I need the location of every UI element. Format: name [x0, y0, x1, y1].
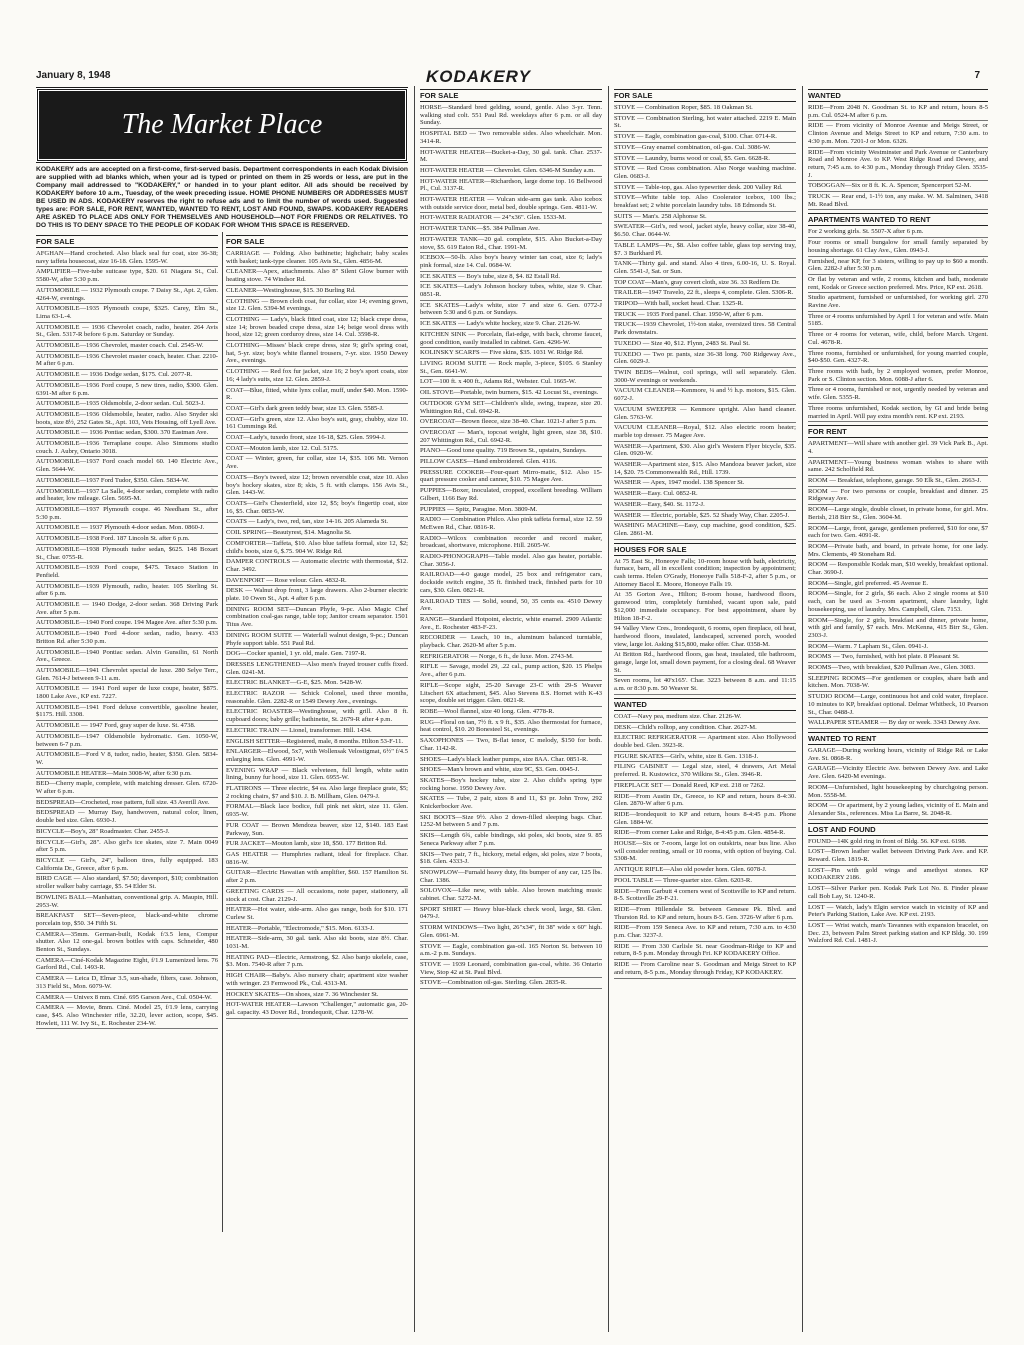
classified-ad: REFRIGERATOR — Norge, 6 ft., de luxe. Mon. 2743-M. [420, 653, 602, 663]
classified-ad: TRUCK — 1935 Ford panel. Char. 1950-W, after 6 p.m. [614, 311, 796, 321]
classified-ad: AUTOMOBILE — 1936 Chevrolet coach, radio, heater. 264 Avis St., Glen. 5317-R before 6 p.m. Saturday or Sunday. [36, 324, 218, 341]
classified-ad: AUTOMOBILE—1939 Ford coupe, $475. Texaco Station in Penfield. [36, 564, 218, 581]
classified-ad: AUTOMOBILE—1941 Ford deluxe convertible, gasoline heater, $1175. Hill. 3308. [36, 704, 218, 721]
classified-ad: FUR JACKET—Mouton lamb, size 18, $50. 177 Britton Rd. [226, 840, 408, 850]
masthead: KODAKERY [426, 67, 531, 86]
market-place-banner: The Market Place [36, 88, 408, 162]
apartments-heading: APARTMENTS WANTED TO RENT [808, 213, 988, 226]
classified-ad: OVERCOAT — Man's, topcoat weight, light green, size 38, $10. 207 Whittington Rd., Cul. 6942-R. [420, 429, 602, 446]
classified-ad: GAS HEATER — Humphries radiant, ideal for fireplace. Char. 0816-W. [226, 851, 408, 868]
classified-ad: VACUUM CLEANER—Royal, $12. Also electric room heater; marble top dresser. 75 Magee Ave. [614, 424, 796, 441]
for-rent-heading: FOR RENT [808, 425, 988, 438]
classified-ad: SNOWPLOW—Furnald heavy duty, fits bumper of any car, 125 lbs. Char. 1386. [420, 869, 602, 886]
classified-ad: HOSPITAL BED — Two removable sides. Also wheelchair. Mon. 3414-R. [420, 130, 602, 147]
classified-ad: BICYCLE — Girl's, 24", balloon tires, fully equipped. 183 California Dr., Greece, after 6 p.m. [36, 857, 218, 874]
classified-ad: DINING ROOM SET—Duncan Phyfe, 9-pc. Also Magic Chef combination coal-gas range, table top; Janitor cream separator. 1501 Titus Ave. [226, 606, 408, 631]
classified-ad: AFGHAN—Hand crocheted. Also black seal fur coat, size 36-38; navy taffeta housecoat, size 16-18. Glen. 1595-W. [36, 250, 218, 267]
classified-ad: TOBOGGAN—Six or 8 ft. K. A. Spencer, Spencerport 52-M. [808, 182, 988, 192]
classified-ad: AUTOMOBILE—1937 Plymouth coupe. 46 Needham St., after 5:30 p.m. [36, 506, 218, 523]
classified-ad: AUTOMOBILE—1947 Oldsmobile hydromatic. Gen. 1050-W, between 6-7 p.m. [36, 733, 218, 750]
column-3 [420, 86, 602, 1332]
classified-ad: STOVE—Combination oil-gas. Sterling. Glen. 2835-R. [420, 979, 602, 989]
classified-ad: AUTOMOBILE — 1937 Plymouth 4-door sedan. Mon. 0860-J. [36, 524, 218, 534]
houses-list [614, 558, 796, 695]
classified-ad: APARTMENT—Young business woman wishes to share with same. 242 Scholfield Rd. [808, 459, 988, 476]
houses-heading: HOUSES FOR SALE [614, 543, 796, 556]
classified-ad: GARAGE—Vicinity Electric Ave. between Dewey Ave. and Lake Ave. Glen. 6420-M evenings. [808, 765, 988, 782]
column-5 [808, 86, 988, 1332]
classified-ad: STOVE — Laundry, burns wood or coal, $5. Gen. 6628-R. [614, 155, 796, 165]
ads-list [36, 250, 218, 1029]
classified-ad: SAXOPHONES — Two, B-flat tenor, C melody, $150 for both. Char. 1142-R. [420, 737, 602, 754]
classified-ad: AUTOMOBILE—1937 Ford coach model 60. 140 Electric Ave., Glen. 5644-W. [36, 458, 218, 475]
classified-ad: AUTOMOBILE—1938 Plymouth tudor sedan, $625. 148 Boxart St., Char. 0755-R. [36, 546, 218, 563]
classified-ad: CAMERA — Univex 8 mm. Ciné. 695 Garson Ave., Cul. 0504-W. [36, 994, 218, 1004]
classified-ad: FOUND—14K gold ring in front of Bldg. 56. KP ext. 6198. [808, 838, 988, 848]
classified-ad: HOT-WATER HEATER—Bucket-a-Day, 30 gal. tank. Char. 2537-M. [420, 149, 602, 166]
classified-ad: RIDE—From 159 Seneca Ave. to KP and return, 7:30 a.m. to 4:30 p.m. Char. 3237-J. [614, 924, 796, 941]
classified-ad: TRIPOD—With ball, socket head. Char. 1325-R. [614, 300, 796, 310]
column-4 [614, 86, 796, 1332]
classified-ad: AUTOMOBILE—1935 Plymouth coupe, $325. Carey, Elm St., Lima 63-L-4. [36, 305, 218, 322]
classified-ad: SKATES — Tube, 2 pair, sizes 8 and 11, $3 pr. John Trow, 292 Knickerbocker Ave. [420, 795, 602, 812]
classified-ad: BICYCLE—Girl's, 28". Also girl's ice skates, size 7. Main 0049 after 5 p.m. [36, 839, 218, 856]
wanted-list [614, 713, 796, 979]
classified-ad: CLOTHING — Lady's, black fitted coat, size 12; black crepe dress, size 14; brown beaded crepe dress, size 14; beige wool dress with hood, size 12; green corduroy dress, size 14. Cul. 3598-R. [226, 316, 408, 341]
classified-ad: COMFORTER—Taffeta, $10. Also blue taffeta formal, size 12, $2; child's boots, size 6, $.75. 904 W. Ridge Rd. [226, 540, 408, 557]
classified-ad: RADIO — Combination Philco. Also pink taffeta formal, size 12. 59 McEwen Rd., Char. 0816-R. [420, 516, 602, 533]
classified-ad: RADIO-PHONOGRAPH—Table model. Also gas heater, portable. Char. 3056-J. [420, 553, 602, 570]
classified-ad: AUTOMOBILE—1935 Oldsmobile, 2-door sedan. Cul. 5023-J. [36, 400, 218, 410]
classified-ad: PILLOW CASES—Hand embroidered. Glen. 4116. [420, 458, 602, 468]
classified-ad: STOVE — Combination Sterling, hot water attached. 2219 E. Main St. [614, 115, 796, 132]
classified-ad: At Britton Rd., hardwood floors, gas heat, insulated, tile bathroom, garage, large lot, small down payment, for a closing deal. 68 Weaver St. [614, 651, 796, 676]
classified-ad: ROOM—Single, girl preferred. 45 Avenue E. [808, 580, 988, 590]
classified-ad: AUTOMOBILE—1939 Plymouth, radio, heater. 105 Sterling St. after 6 p.m. [36, 583, 218, 600]
newspaper-page [36, 62, 992, 1332]
classified-ad: AUTOMOBILE—Ford V 8, tudor, radio, heater, $350. Glen. 5834-W. [36, 751, 218, 768]
classified-ad: COAT—Navy pea, medium size. Char. 2126-W. [614, 713, 796, 723]
classified-ad: ROOM — Responsible Kodak man, $10 weekly, breakfast optional. Char. 3690-J. [808, 561, 988, 578]
classified-ad: CAMERA — Movie, 8mm. Ciné. Model 25, f/1.9 lens, carrying case, $45. Also Winchester rifle, 32.20, lever action, scope, $45. Howlett, 111 W. Ivy St., E. Rochester 234-W. [36, 1004, 218, 1029]
for-rent-list [808, 440, 988, 729]
classified-ad: WASHER—Easy. Cul. 0852-R. [614, 490, 796, 500]
classified-ad: SUITS — Man's. 258 Alphonse St. [614, 213, 796, 223]
classified-ad: GARAGE—During working hours, vicinity of Ridge Rd. or Lake Ave. St. 0868-R. [808, 747, 988, 764]
classified-ad: AUTOMOBILE—1940 Pontiac sedan. Alvin Gunsilin, 61 North Ave., Greece. [36, 649, 218, 666]
classified-ad: FLATIRONS — Three electric, $4 ea. Also large fireplace grate, $5; 2 rocking chairs, $7 and $10. J. B. Millham, Glen. 0479-J. [226, 785, 408, 802]
classified-ad: RAILROAD TIES — Solid, sound, 50, 35 cents ea. 4510 Dewey Ave. [420, 598, 602, 615]
classified-ad: AUTOMOBILE—1936 Terraplane coupe. Also Simmons studio couch. J. Aubry, Ontario 3018. [36, 440, 218, 457]
classified-ad: Three or 4 rooms, furnished or not, urgently needed by veteran and wife. Glen. 5355-R. [808, 386, 988, 403]
classified-ad: RIDE—From vicinity Westminster and Park Avenue or Canterbury Road and Monroe Ave. to KP. West Ridge Road and Dewey, and return, 7:45 a.m. to 4:30 p.m., Monday through Friday Glen. 3535-J. [808, 149, 988, 182]
classified-ad: ROOM—Large, front, garage, gentlemen preferred, $10 for one, $7 each for two. Gen. 4091-R. [808, 525, 988, 542]
classified-ad: Three or 4 rooms unfurnished by April 1 for veteran and wife. Main 5185. [808, 313, 988, 330]
classified-ad: SKATES—Boy's hockey tube, size 2. Also child's spring type rocking horse. 1950 Dewey Ave. [420, 777, 602, 794]
classified-ad: HOCKEY SKATES—On shoes, size 7. 36 Winchester St. [226, 991, 408, 1001]
classified-ad: HEATING PAD—Electric, Armstrong, $2. Also banjo ukelele, case, $3. Mon. 7540-R after 7 p.m. [226, 954, 408, 971]
wanted-to-rent-heading: WANTED TO RENT [808, 732, 988, 745]
classified-ad: HIGH CHAIR—Baby's. Also nursery chair; apartment size washer with wringer. 23 Fernwood Pk., Cul. 4313-M. [226, 972, 408, 989]
classified-ad: ROOMS — Two, furnished, with hot plate. 8 Pleasant St. [808, 653, 988, 663]
classified-ad: COAT—Blue, fitted, white lynx collar, muff, under $40. Mon. 1590-R. [226, 387, 408, 404]
classified-ad: ENGLISH SETTER—Registered, male, 8 months. Hilton 53-F-11. [226, 738, 408, 748]
classified-ad: RADIO—Wilcox combination recorder and record maker, broadcast, shortwave, microphone. Hill. 2605-W. [420, 535, 602, 552]
classified-ad: STOVE — Table-top, gas. Also typewriter desk. 200 Valley Rd. [614, 184, 796, 194]
lost-found-list [808, 838, 988, 947]
classified-ad: RIDE — From vicinity of Monroe Avenue and Meigs Street, or Clinton Avenue and Meigs Street to KP and return, 7:30 a.m. to 4:30 p.m. Mon. 7201-J or Mon. 6326. [808, 122, 988, 147]
classified-ad: HOT-WATER TANK—$5. 384 Pullman Ave. [420, 225, 602, 235]
classified-ad: RIDE—From corner Lake and Ridge, 8-4:45 p.m. Glen. 4854-R. [614, 829, 796, 839]
classified-ad: BIRD CAGE — Also standard, $7.50; davenport, $10; combination stroller walker baby carriage, $5. 54 Elder St. [36, 875, 218, 892]
classified-ad: WASHING MACHINE—Easy, cup machine, good condition, $25. Glen. 2861-M. [614, 522, 796, 539]
section-heading: FOR SALE [36, 235, 218, 248]
classified-ad: BOWLING BALL—Manhattan, conventional grip. A. Maupin, Hill. 2953-W. [36, 894, 218, 911]
classified-ad: OIL STOVE—Portable, twin burners, $15. 42 Locust St., evenings. [420, 389, 602, 399]
classified-ad: COATS—Boy's tweed, size 12; brown reversible coat, size 10. Also boy's hockey skates, size 8; skis, 5 ft. with clamps. 156 Avis St., Glen. 1443-W. [226, 474, 408, 499]
classified-ad: CARRIAGE — Folding. Also bathinette; highchair; baby scales with basket; tank-type cleaner. 105 Avis St., Glen. 4856-M. [226, 250, 408, 267]
wanted-heading: WANTED [614, 698, 796, 711]
classified-ad: CLEANER—Apex, attachments. Also 8" Silent Glow burner with heating stove. 74 Windsor Rd. [226, 268, 408, 285]
classified-ad: DESK — Walnut drop front, 3 large drawers. Also 2-burner electric plate. 10 Owen St., Apt. 4 after 6 p.m. [226, 587, 408, 604]
classified-ad: CLOTHING—Misses' black crepe dress, size 9; girl's spring coat, hat, 5-yr. size; boy's white flannel trousers, 7-yr. size. 1950 Dewey Ave., evenings. [226, 342, 408, 367]
classified-ad: ROOM—Unfurnished, light housekeeping by churchgoing person. Mon. 5558-M. [808, 784, 988, 801]
classified-ad: RIDE—From 2048 N. Goodman St. to KP and return, hours 8-5 p.m. Cul. 0524-M after 6 p.m. [808, 104, 988, 121]
classified-ad: RANGE—Standard Hotpoint, electric, white enamel. 2909 Atlantic Ave., E. Rochester 483-F-23. [420, 616, 602, 633]
classified-ad: COATS—Girl's Chesterfield, size 12, $5; boy's fingertip coat, size 16, $5. Char. 0853-W. [226, 500, 408, 517]
classified-ad: ROOM—Large single, double closet, in private home, for girl. Mrs. Berish, 218 Birr St., Glen. 3604-M. [808, 506, 988, 523]
classified-ad: SKIS—Two pair, 7 ft., hickory, metal edges, ski poles, size 7 boots, $18. Glen. 4333-J. [420, 851, 602, 868]
ads-list [614, 104, 796, 540]
wanted-list [808, 104, 988, 210]
classified-ad: At 75 East St., Honeoye Falls; 10-room house with bath, electricity, furnace, barn, all in excellent condition; inspection by appointment; cash terms. Helen O'Grady, Honeoye Falls 518-F-2, after 5 p.m., or Attorney Bacol E. Moore, Honeoye Falls 19. [614, 558, 796, 591]
classified-ad: ENLARGER—Elwood, 5x7, with Wollensak Velostigmat, 6½" f/4.5 enlarging lens. Glen. 4991-W. [226, 748, 408, 765]
classified-ad: HOUSE—Six or 7-room, large lot on outskirts, near bus line. Also will consider renting, small or 10 rooms, with option of buying. Cul. 5308-M. [614, 840, 796, 865]
classified-ad: ELECTRIC RAZOR — Schick Colonel, used three months, reasonable. Glen. 2282-R or 1549 Dewey Ave., evenings. [226, 690, 408, 707]
classified-ad: DRESSES LENGTHENED—Also men's frayed trouser cuffs fixed. Glen. 0241-M. [226, 661, 408, 678]
classified-ad: SOLOVOX—Like new, with table. Also brown matching music cabinet. Char. 5272-M. [420, 887, 602, 904]
classified-ad: COATS — Lady's, two, red, tan, size 14-16. 205 Alameda St. [226, 518, 408, 528]
classified-ad: HEATER—Portable, "Electromode," $15. Mon. 6133-J. [226, 925, 408, 935]
classified-ad: CAMERA — Leica D, Elmar 3.5, sun-shade, filters, case. Johnson, 313 Field St., Mon. 6079-W. [36, 975, 218, 992]
classified-ad: FILING CABINET — Legal size, steel, 4 drawers, Art Metal preferred. R. Kustowicz, 370 Wilkins St., Glen. 3946-R. [614, 763, 796, 780]
apartments-list [808, 228, 988, 422]
classified-ad: BEDSPREAD — Murray Bay, handwoven, natural color, linen, double bed size. Glen. 6930-J. [36, 809, 218, 826]
classified-ad: SWEATER—Girl's, red wool, jacket style, heavy collar, size 38-40, $6.50. Char. 0644-W. [614, 223, 796, 240]
classified-ad: TABLE LAMPS—Pr., $8. Also coffee table, glass top serving tray, $7. 3 Burkhard Pl. [614, 242, 796, 259]
classified-ad: RECORDER — Leach, 10 in., aluminum balanced turntable, playback. Char. 2620-M after 5 p.m. [420, 634, 602, 651]
classified-ad: CLOTHING — Brown cloth coat, fur collar, size 14; evening gown, size 12. Glen. 5394-M evenings. [226, 298, 408, 315]
classified-ad: DINING ROOM SUITE — Waterfall walnut design, 9-pc.; Duncan Phyfe support table. 551 Paul Rd. [226, 632, 408, 649]
column-1 [36, 232, 218, 1232]
ads-list [420, 104, 602, 989]
classified-ad: LIVING ROOM SUITE — Rock maple, 3-piece, $105. 6 Stanley St., Gen. 6641-W. [420, 360, 602, 377]
classified-ad: RIDE — From 330 Carlisle St. near Goodman-Ridge to KP and return, 8-5 p.m. Monday through Fri. KP KODAKERY Office. [614, 943, 796, 960]
classified-ad: STORM WINDOWS—Two light, 26"x34", fit 38" wide x 60" high. Glen. 6961-M. [420, 924, 602, 941]
classified-ad: ICEBOX—50-lb. Also boy's heavy winter tan coat, size 6; lady's pink formal, size 14. Cul. 0684-W. [420, 254, 602, 271]
classified-ad: RIDE — From Caroline near S. Goodman and Meigs Street to KP and return, 8-5 p.m., Monday through Friday, KP KODAKERY. [614, 961, 796, 978]
classified-ad: Three rooms unfurnished, Kodak section, by GI and bride being married in April. Will pay extra month's rent. KP ext. 2193. [808, 405, 988, 422]
classified-ad: HOT-WATER HEATER—Lawson "Challenger," automatic gas, 20-gal. capacity. 43 Dover Rd., Irondequoit, Char. 1278-W. [226, 1001, 408, 1018]
classified-ad: STOVE — Combination Roper, $85. 18 Oakman St. [614, 104, 796, 114]
classified-ad: COAT — Winter, green, fur collar, size 14, $35. 106 Mt. Vernon Ave. [226, 455, 408, 472]
classified-ad: KITCHEN SINK — Porcelain, flat-edge, with back, chrome faucet, good condition, easily installed in cabinet. Gen. 4296-W. [420, 331, 602, 348]
classified-ad: TANK—Thirty gal. and stand. Also 4 tires, 6.00-16, U. S. Royal. Glen. 5541-J, Sat. or Sun. [614, 260, 796, 277]
classified-ad: BREAKFAST SET—Seven-piece, black-and-white chrome porcelain top, $50. 34 Fifth St. [36, 912, 218, 929]
classified-ad: STOVE — Eagle, combination gas-coal, $100. Char. 0714-R. [614, 133, 796, 143]
classified-ad: FIREPLACE SET — Donald Reed, KP ext. 218 or 7262. [614, 782, 796, 792]
classified-ad: HEATER—Hot water, side-arm. Also gas range, both for $10. 171 Curlew St. [226, 906, 408, 923]
classified-ad: TRUCK — Rear end, 1-1½ ton, any make. W. M. Salminen, 3418 Mt. Read Blvd. [808, 193, 988, 210]
classified-ad: DESK—Child's rolltop, any condition. Char. 2627-M. [614, 724, 796, 734]
classified-ad: AUTOMOBILE — 1932 Plymouth coupe. 7 Daisy St., Apt. 2, Glen. 4264-W, evenings. [36, 287, 218, 304]
classified-ad: AUTOMOBILE—1936 Oldsmobile, heater, radio. Also Snyder ski boots, size 8½, 252 Gates St., Apt. 103, Vets Housing, off Lyell Ave. [36, 411, 218, 428]
classified-ad: COIL SPRING—Beautyrest, $14. Magnolia St. [226, 529, 408, 539]
classified-ad: FORMAL—Black lace bodice, full pink net skirt, size 11. Glen. 6935-W. [226, 803, 408, 820]
classified-ad: Seven rooms, lot 40'x165'. Char. 3223 between 8 a.m. and 11:15 a.m. or 8:30 p.m. 50 Weaver St. [614, 677, 796, 694]
classified-ad: Four rooms or small bungalow for small family separated by housing shortage. 61 Clay Ave., Glen. 0943-J. [808, 239, 988, 256]
classified-ad: AUTOMOBILE—1941 Chevrolet special de luxe. 280 Selye Terr., Glen. 7614-J between 9-11 a.m. [36, 667, 218, 684]
classified-ad: WALLPAPER STEAMER — By day or week. 3343 Dewey Ave. [808, 719, 988, 729]
classified-ad: TRAILER—1947 Travelo, 22 ft., sleeps 4, complete. Glen. 5306-R. [614, 289, 796, 299]
classified-ad: ICE SKATES — Lady's white hockey, size 9. Char. 2126-W. [420, 320, 602, 330]
classified-ad: FIGURE SKATES—Girl's, white, size 8. Gen. 1318-J. [614, 753, 796, 763]
classified-ad: BICYCLE—Boy's, 28" Roadmaster. Char. 2455-J. [36, 828, 218, 838]
classified-ad: ROOM — For two persons or couple, breakfast and dinner. 25 Ridgeway Ave. [808, 488, 988, 505]
classified-ad: AUTOMOBILE—1937 La Salle, 4-door sedan, complete with radio and heater, low mileage. Glen. 5695-M. [36, 488, 218, 505]
classified-ad: AUTOMOBILE—1936 Chevrolet master coach, heater. Char. 2210-M after 6 p.m. [36, 353, 218, 370]
page-number: 7 [974, 70, 980, 81]
classified-ad: SLEEPING ROOMS—For gentlemen or couples, share bath and kitchen. Mon. 7038-W. [808, 675, 988, 692]
classified-ad: TUXEDO — Size 40, $12. Flynn, 2483 St. Paul St. [614, 340, 796, 350]
classified-ad: AUTOMOBILE—1940 Ford 4-door sedan, radio, heavy. 433 Britton Rd. after 5:30 p.m. [36, 630, 218, 647]
classified-ad: Three rooms, furnished or unfurnished, for young married couple, $40-$50. Gen. 4327-R. [808, 350, 988, 367]
wanted-to-rent-list [808, 747, 988, 820]
classified-ad: Three or 4 rooms for veteran, wife, child, before March. Urgent. Cul. 4678-R. [808, 331, 988, 348]
classified-ad: ELECTRIC BLANKET—G-E, $25. Mon. 5428-W. [226, 679, 408, 689]
classified-ad: ROOM—Single, for 2 girls, breakfast and dinner, private home, with girl and family, $7 each. Mrs. McKenna, 415 Birr St., Glen. 2303-J. [808, 617, 988, 642]
classified-ad: RIDE—Irondequoit to KP and return, hours 8-4:45 p.m. Phone Glen. 1884-W. [614, 811, 796, 828]
classified-ad: TOP COAT—Man's, gray covert cloth, size 36. 33 Redfern Dr. [614, 279, 796, 289]
classified-ad: ROOM—Single, for 2 girls, $6 each. Also 2 single rooms at $10 each, can be used as 3-room apartment, share laundry, light housekeeping, use of laundry. Mrs. Campbell, Glen. 7153. [808, 590, 988, 615]
classified-ad: ROOMS—Two, with breakfast, $20 Pullman Ave., Glen. 3083. [808, 664, 988, 674]
classified-ad: ELECTRIC ROASTER—Westinghouse, with grill. Also 8 ft. cupboard doors; baby grille; bathinette, St. 2679-R after 4 p.m. [226, 708, 408, 725]
classified-ad: HOT-WATER HEATER — Vulcan side-arm gas tank. Also icebox with outside service door, metal bed, double springs. Gen. 4811-W. [420, 196, 602, 213]
wanted-heading: WANTED [808, 89, 988, 102]
classified-ad: AUTOMOBILE — 1936 Dodge sedan, $175. Cul. 2077-R. [36, 371, 218, 381]
classified-ad: HOT-WATER TANK—20 gal. complete, $15. Also Bucket-a-Day stove, $5. 619 Eaton Rd., Char. 1991-M. [420, 236, 602, 253]
classified-ad: OUTDOOR GYM SET—Children's slide, swing, trapeze, size 20. Whittington Rd., Cul. 6942-R. [420, 400, 602, 417]
section-heading: FOR SALE [420, 89, 602, 102]
classified-ad: ROOM — Or apartment, by 2 young ladies, vicinity of E. Main and Alexander Sts., references. Miss La Barre, St. 2048-R. [808, 802, 988, 819]
classified-ad: GUITAR—Electric Hawaiian with amplifier, $60. 157 Hamilton St. after 2 p.m. [226, 869, 408, 886]
classified-ad: TRUCK—1939 Chevrolet, 1½-ton stake, oversized tires. 58 Central Park downstairs. [614, 321, 796, 338]
classified-ad: DAMPER CONTROLS — Automatic electric with thermostat, $12. Char. 3492. [226, 558, 408, 575]
classified-ad: ROOM—Warm. 7 Lapham St., Glen. 0941-J. [808, 643, 988, 653]
classified-ad: TWIN BEDS—Walnut, coil springs, will sell separately. Glen. 3000-W evenings or weekends. [614, 369, 796, 386]
classified-ad: SHOES—Man's brown and white, size 9C, $3. Gen. 0045-J. [420, 766, 602, 776]
ads-list [226, 250, 408, 1019]
classified-ad: EVENING WRAP — Black velveteen, full length, white satin lining, bunny fur hood, size 11. Glen. 6955-W. [226, 767, 408, 784]
classified-ad: PIANO—Good tone quality. 719 Brown St., upstairs, Sundays. [420, 447, 602, 457]
classified-ad: ROBE—Wool flannel, size 40 long. Glen. 4778-R. [420, 708, 602, 718]
classified-ad: Studio apartment, furnished or unfurnished, for working girl. 270 Ravine Ave. [808, 294, 988, 311]
classified-ad: LOST—Brown leather wallet between Driving Park Ave. and KP. Reward. Glen. 1819-R. [808, 848, 988, 865]
classified-ad: AUTOMOBILE—1940 Ford coupe. 194 Magee Ave. after 5:30 p.m. [36, 619, 218, 629]
classified-ad: RIDE—From Garbutt 4 corners west of Scottsville to KP and return. 8-5. Scottsville 29-F-21. [614, 888, 796, 905]
classified-ad: WASHER—Apartment size, $15. Also Mandoza beaver jacket, size 14, $20. 75 Commonwealth Rd., Hill. 1739. [614, 461, 796, 478]
classified-ad: RIFLE—Scope sight, 25-20 Savage 23-C with 29-S Weaver Litschert 6X attachment, $45. Also Stevens 8.S. Hornet with K-43 scope, double set trigger. Glen. 0821-R. [420, 682, 602, 707]
classified-ad: WASHER—Apartment, $30. Also girl's Western Flyer bicycle, $35. Glen. 0920-W. [614, 443, 796, 460]
classified-ad: COAT—Lady's, tuxedo front, size 16-18, $25. Glen. 5994-J. [226, 434, 408, 444]
classified-ad: AUTOMOBILE — 1936 Pontiac sedan, $300. 370 Eastman Ave. [36, 429, 218, 439]
classified-ad: AUTOMOBILE—1937 Ford Tudor, $350. Glen. 5834-W. [36, 477, 218, 487]
classified-ad: HOT-WATER RADIATOR — 24"x36". Glen. 1533-M. [420, 214, 602, 224]
classified-ad: CAMERA—35mm. German-built, Kodak f/3.5 lens, Compur shutter. Also 12 one-gal. brown bottles with caps. Schneider, 480 Benton St., Sundays. [36, 931, 218, 956]
classified-ad: AUTOMOBILE—1938 Ford. 187 Lincoln St. after 6 p.m. [36, 535, 218, 545]
classified-ad: AUTOMOBILE HEATER—Main 3008-W, after 6:30 p.m. [36, 770, 218, 780]
classified-ad: COAT—Mouton lamb, size 12. Cul. 5175. [226, 445, 408, 455]
classified-ad: BEDSPREAD—Crocheted, rose pattern, full size. 43 Averill Ave. [36, 799, 218, 809]
classified-ad: 94 Valley View Cres., Irondequoit, 6 rooms, open fireplace, oil heat, hardwood floors, insulated, landscaped, screened porch, wooded view, large lot. Asking $15,800, make offer. Char. 0358-M. [614, 625, 796, 650]
classified-ad: PRESSURE COOKER—Four-quart Mirro-matic, $12. Also 15-quart pressure cooker and canner, $10. 75 Magee Ave. [420, 469, 602, 486]
classified-ad: AUTOMOBILE — 1941 Ford super de luxe coupe, heater, $875. 1800 Lake Ave., KP ext. 7227. [36, 685, 218, 702]
classified-ad: AMPLIFIER—Five-tube suitcase type, $20. 61 Niagara St., Cul. 5580-W, after 5:30 p.m. [36, 268, 218, 285]
classified-ad: OVERCOAT—Brown fleece, size 38-40. Char. 1021-J after 5 p.m. [420, 418, 602, 428]
classified-ad: POOL TABLE — Three-quarter size. Glen. 6203-R. [614, 877, 796, 887]
classified-ad: STOVE — Eagle, combination gas-oil. 165 Norton St. between 10 a.m.-2 p.m. Sundays. [420, 943, 602, 960]
classified-ad: CLEANER—Westinghouse, $15. 30 Burling Rd. [226, 287, 408, 297]
classified-ad: RUG—Floral on tan, 7½ ft. x 9 ft., $35. Also thermostat for furnace, heat control, $10. 20 Bonesteel St., evenings. [420, 719, 602, 736]
left-block [36, 86, 408, 1332]
classified-ad: LOST—Silver Parker pen. Kodak Park Lot No. 8. Finder please call Bob Lay, St. 1240-R. [808, 885, 988, 902]
classified-ad: Furnished, near KP, for 3 sisters, willing to pay up to $60 a month. Glen. 2282-J after 5:30 p.m. [808, 258, 988, 275]
classified-ad: ELECTRIC TRAIN — Lionel, transformer. Hill. 1434. [226, 727, 408, 737]
classified-ad: FUR COAT — Brown Mendoza beaver, size 12, $140. 183 East Parkway, Sun. [226, 822, 408, 839]
classified-ad: ICE SKATES—Lady's Johnson hockey tubes, white, size 9. Char. 0851-R. [420, 283, 602, 300]
classified-ad: LOST — Watch, lady's Elgin service watch in vicinity of KP and Peter's Parking Station, Lake Ave. KP ext. 2193. [808, 904, 988, 921]
classified-ad: KOLINSKY SCARFS — Five skins, $35. 1031 W. Ridge Rd. [420, 349, 602, 359]
classified-ad: DAVENPORT — Rose velour. Glen. 4832-R. [226, 577, 408, 587]
classified-ad: PUPPIES—Boxer, inoculated, cropped, excellent breeding. William Gilbert, 1166 Bay Rd. [420, 487, 602, 504]
classified-ad: LOST—Pin with gold wings and amethyst stones. KP KODAKERY 2186. [808, 867, 988, 884]
classified-ad: ELECTRIC REFRIGERATOR — Apartment size. Also Hollywood double bed. Glen. 3923-R. [614, 734, 796, 751]
intro-paragraph: KODAKERY ads are accepted on a first-come, first-served basis. Department correspondents in each Kodak Division are supplied with ad blanks which, when your ad is typed or printed on them in 25 words or less, are put in the Company mail addressed to "KODAKERY," or handed in to your plant editor. All ads should be received by KODAKERY before 10 a.m., Tuesday, of the week preceding issue. HOME PHONE NUMBERS OR ADDRESSES MUST BE USED IN ADS. KODAKERY reserves the right to refuse ads and to limit the number of words used. Suggested types are: FOR SALE, FOR RENT, WANTED, WANTED TO RENT, LOST AND FOUND, SWAPS. KODAKERY READERS ARE ASKED TO PLACE ADS ONLY FOR THEMSELVES AND HOUSEHOLD—NOT FOR FRIENDS OR RELATIVES. TO DO THIS IS TO DENY SPACE TO THE PEOPLE OF KODAK FOR WHOM THIS SPACE IS RESERVED. [36, 166, 408, 229]
classified-ad: AUTOMOBILE—1936 Chevrolet, master coach. Cul. 2545-W. [36, 342, 218, 352]
classified-ad: SKIS—Length 6¾, cable bindings, ski poles, ski boots, size 9. 85 Seneca Parkway after 7 p.m. [420, 832, 602, 849]
column-2 [226, 232, 408, 1232]
classified-ad: ANTIQUE RIFLE—Also old powder horn. Glen. 6078-J. [614, 866, 796, 876]
classified-ad: SPORT SHIRT — Heavy blue-black check wool, large, $8. Glen. 0479-J. [420, 906, 602, 923]
classified-ad: ROOM — Breakfast, telephone, garage. 50 Elk St., Glen. 2663-J. [808, 477, 988, 487]
classified-ad: COAT—Girl's dark green teddy bear, size 13. Glen. 5585-J. [226, 405, 408, 415]
section-heading: FOR SALE [614, 89, 796, 102]
classified-ad: AUTOMOBILE — 1940 Dodge, 2-door sedan. 368 Driving Park Ave. after 5 p.m. [36, 601, 218, 618]
classified-ad: RIDE—From Austin Dr., Greece, to KP and return, hours 8-4:30. Glen. 2870-W after 6 p.m. [614, 793, 796, 810]
classified-ad: STOVE—White table top. Also Coolerator icebox, 100 lbs.; breakfast set; 2 white porcelain laundry tubs. 18 Edmonds St. [614, 194, 796, 211]
classified-ad: HORSE—Standard bred gelding, sound, gentle. Also 3-yr. Tenn. walking stud colt. 551 Paul Rd. weekdays after 6 p.m. or all day Sunday. [420, 104, 602, 129]
classified-ad: HEATER—Side-arm, 30 gal. tank. Also ski boots, size 8½. Char. 1031-M. [226, 935, 408, 952]
classified-ad: DOG—Cocker spaniel, 1 yr. old, male. Gen. 7197-R. [226, 650, 408, 660]
classified-ad: ICE SKATES — Boy's tube, size 8, $4. 82 Estall Rd. [420, 273, 602, 283]
classified-ad: AUTOMOBILE—1936 Ford coupe, 5 new tires, radio, $300. Glen. 6391-M after 6 p.m. [36, 382, 218, 399]
section-heading: FOR SALE [226, 235, 408, 248]
classified-ad: GREETING CARDS — All occasions, note paper, stationery, all stock at cost. Char. 2129-J. [226, 888, 408, 905]
classified-ad: RIFLE — Savage, model 29, .22 cal., pump action, $20. 15 Phelps Ave., after 6 p.m. [420, 663, 602, 680]
classified-ad: VACUUM CLEANER—Kenmore, ¼ and ½ h.p. motors, $15. Glen. 6072-J. [614, 387, 796, 404]
classified-ad: LOT—100 ft. x 400 ft., Adams Rd., Webster. Cul. 1665-W. [420, 378, 602, 388]
lost-found-heading: LOST AND FOUND [808, 823, 988, 836]
classified-ad: ROOM—Private bath, and board, in private home, for one lady. Mrs. Clements, 49 Stoneham Rd. [808, 543, 988, 560]
classified-ad: AUTOMOBILE — 1947 Ford, gray super de luxe. St. 4738. [36, 722, 218, 732]
classified-ad: APARTMENT—Will share with another girl. 39 Vick Park B., Apt. 4. [808, 440, 988, 457]
issue-date: January 8, 1948 [36, 70, 111, 81]
classified-ad: WASHER — Electric, portable, $25. 52 Shady Way, Char. 2205-J. [614, 512, 796, 522]
classified-ad: ICE SKATES—Lady's white, size 7 and size 6. Gen. 0772-J between 5:30 and 6 p.m. or Sundays. [420, 302, 602, 319]
classified-ad: HOT-WATER HEATER — Chevrolet. Glen. 6346-M Sunday a.m. [420, 167, 602, 177]
classified-ad: CAMERA—Ciné-Kodak Magazine Eight, f/1.9 Lumenized lens. 76 Garford Rd., Cul. 1493-R. [36, 957, 218, 974]
classified-ad: SKI BOOTS—Size 9½. Also 2 down-filled sleeping bags. Char. 1252-M between 5 and 7 p.m. [420, 814, 602, 831]
classified-ad: Three rooms with bath, by 2 employed women, prefer Monroe, Park or S. Clinton section. Mon. 6088-J after 6. [808, 368, 988, 385]
classified-ad: HOT-WATER HEATER—Richardson, large dome top. 16 Bellwood Pl., Cul. 3137-R. [420, 178, 602, 195]
classified-ad: STOVE — Red Cross combination. Also Norge washing machine. Glen. 0683-J. [614, 165, 796, 182]
classified-ad: For 2 working girls. St. 5507-X after 6 p.m. [808, 228, 988, 238]
classified-ad: COAT—Girl's green, size 12. Also boy's suit, gray, chubby, size 10. 161 Cummings Rd. [226, 416, 408, 433]
classified-ad: STOVE — 1939 Leonard, combination gas-coal, white. 36 Ontario View, Stop 42 at St. Paul Blvd. [420, 961, 602, 978]
classified-ad: WASHER—Easy, $40. St. 1172-J. [614, 501, 796, 511]
classified-ad: CLOTHING — Red fox fur jacket, size 16; 2 boy's sport coats, size 16; 4 lady's suits, size 12. Glen. 2859-J. [226, 368, 408, 385]
classified-ad: RAILROAD—4-0 gauge model, 25 box and refrigerator cars, dockside switch engine, 35 ft. finished track, finished parts for 10 cars, $30. Glen. 0821-R. [420, 571, 602, 596]
classified-ad: BED—Cherry maple, complete, with matching dresser. Glen. 6720-W after 6 p.m. [36, 780, 218, 797]
classified-ad: VACUUM SWEEPER — Kenmore upright. Also hand cleaner. Glen. 5763-W. [614, 406, 796, 423]
classified-ad: SHOES—Lady's black leather pumps, size 8AA. Char. 0851-R. [420, 756, 602, 766]
classified-ad: RIDE—From Hillendale St. between Genesee Pk. Blvd. and Thurston Rd. to KP and return, hours 8-5. Gen. 3726-W after 6 p.m. [614, 906, 796, 923]
classified-ad: STOVE—Gray enamel combination, oil-gas. Cul. 3086-W. [614, 144, 796, 154]
classified-ad: STUDIO ROOM—Large, continuous hot and cold water, fireplace. 10 minutes to KP, breakfast optional. Delmar Whitbeck, 10 Pearson St., Char. 0488-J. [808, 693, 988, 718]
classified-ad: Or flat by veteran and wife, 2 rooms, kitchen and bath, moderate rent, Kodak or Greece section preferred. Mrs. Price, KP ext. 2618. [808, 276, 988, 293]
classified-ad: TUXEDO — Two pr. pants, size 36-38 long. 760 Ridgeway Ave., Glen. 6029-J. [614, 351, 796, 368]
classified-ad: WASHER — Apex, 1947 model. 138 Spencer St. [614, 479, 796, 489]
classified-ad: PUPPIES — Spitz, Paragine. Mon. 3809-M. [420, 506, 602, 516]
classified-ad: At 35 Gorton Ave., Hilton; 8-room house, hardwood floors, gumwood trim, completely furnished, vacant upon sale, paid $12,000 immediate occupancy. For best appointment, share by Hilton 18-F-2. [614, 591, 796, 624]
classified-ad: LOST — Wrist watch, man's Tavannes with expansion bracelet, on Dec. 23, between Palm Street parking station and KP Bldg. 30. 199 Walzford Rd. Cul. 1481-J. [808, 922, 988, 947]
